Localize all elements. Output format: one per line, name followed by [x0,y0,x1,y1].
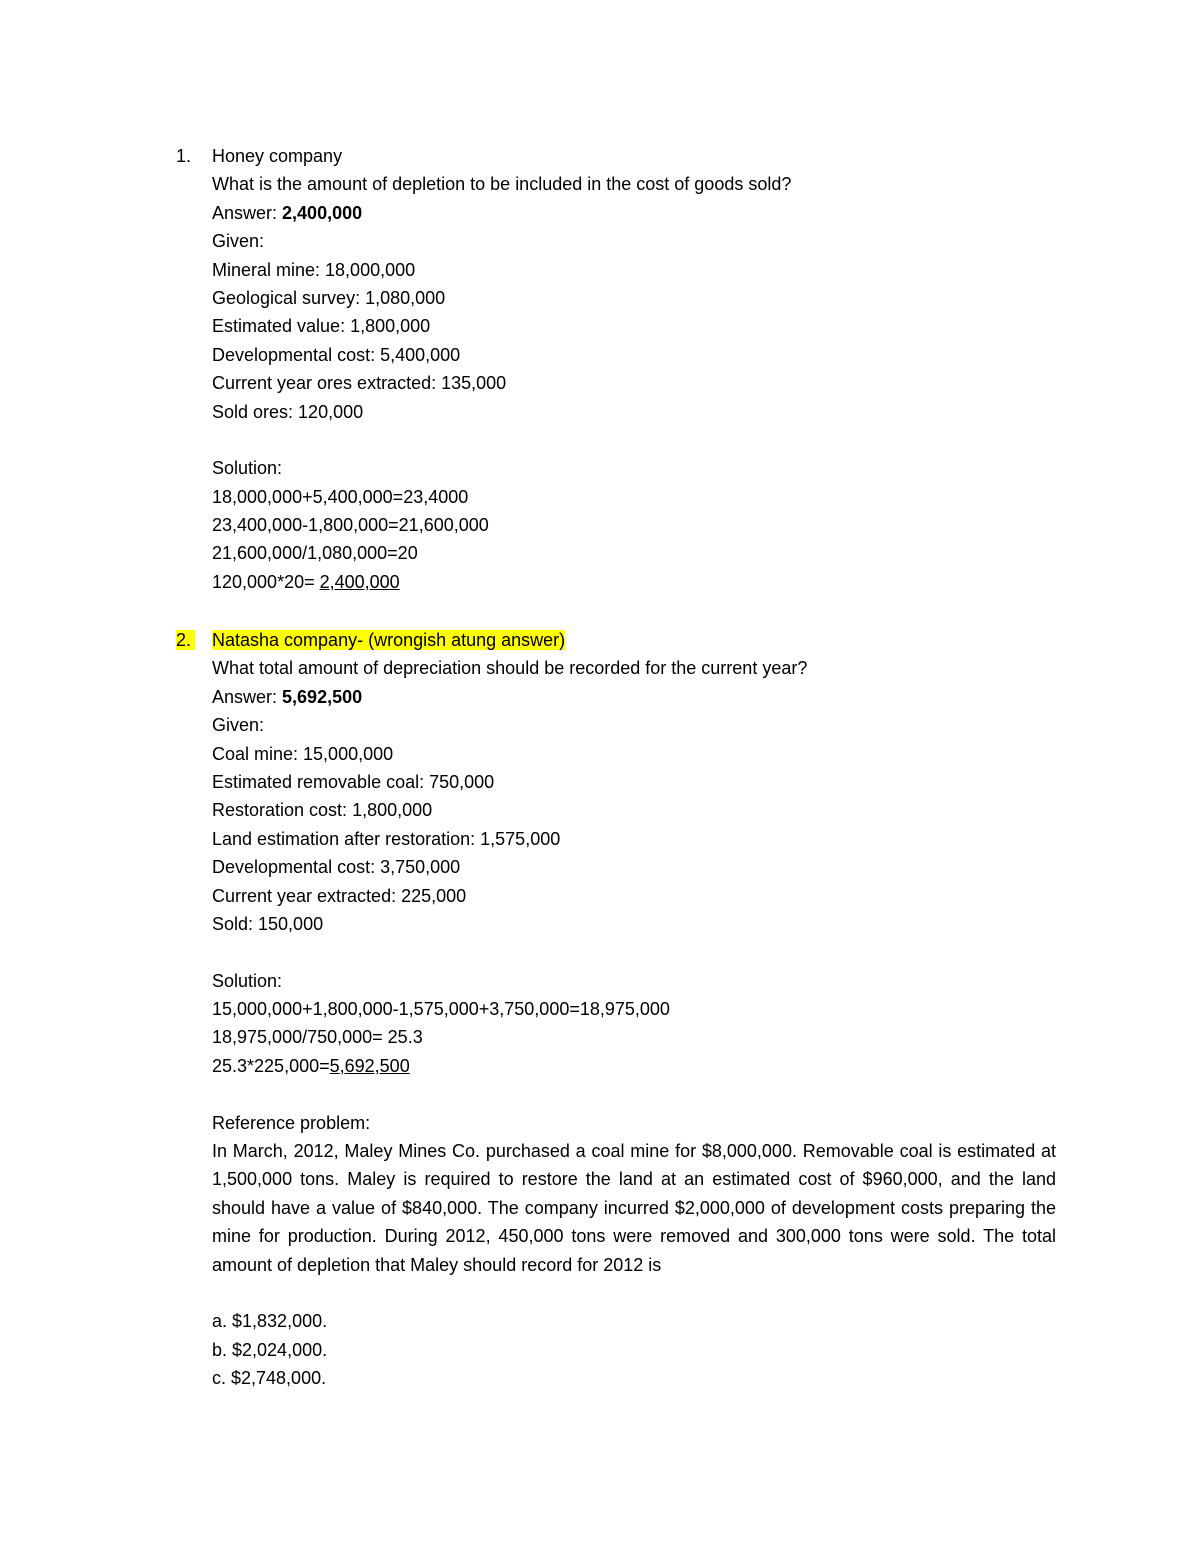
question-1 [176,142,1066,596]
question-1-number: 1. [176,146,192,166]
given-item: Estimated value: 1,800,000 [212,316,431,337]
choice-a: a. $1,832,000. [212,1311,328,1332]
given-item: Current year ores extracted: 135,000 [212,373,507,394]
answer-choices [212,1307,1066,1392]
given-label: Given: [212,231,265,252]
final-value: 5,692,500 [329,1055,410,1076]
question-2-number [176,626,195,654]
given-item: Land estimation after restoration: 1,575,000 [212,828,561,849]
reference-problem-text: In March, 2012, Maley Mines Co. purchased a coal mine for $8,000,000. Removable coal is estimated at 1,500,000 tons. Maley is required to restore the land at an estimated cost of $960,000, and the land should have a value of $840,000. The company incurred $2,000,000 of development costs preparing the mine for production. During 2012, 450,000 tons were removed and 300,000 tons were sold. The total amount of depletion that Maley should record for 2012 is [212,1141,1056,1275]
choice-b: b. $2,024,000. [212,1339,328,1360]
solution-step: 15,000,000+1,800,000-1,575,000+3,750,000=18,975,000 [212,999,670,1020]
final-prefix: 120,000*20= [212,571,320,592]
spacer [212,426,1066,454]
question-2-answer [212,683,1066,711]
given-item: Geological survey: 1,080,000 [212,287,446,308]
spacer [212,938,1066,966]
reference-label: Reference problem: [212,1112,371,1133]
spacer [212,1080,1066,1108]
solution-step: 23,400,000-1,800,000=21,600,000 [212,515,489,536]
highlighted-title: Natasha company- (wrongish atung answer) [212,630,566,650]
question-1-body [212,142,1066,596]
question-1-title: Honey company [212,146,343,166]
question-2 [176,626,1066,1393]
solution-label: Solution: [212,458,283,479]
solution-step: 18,975,000/750,000= 25.3 [212,1027,423,1048]
given-item: Sold: 150,000 [212,913,324,934]
solution-step: 18,000,000+5,400,000=23,4000 [212,486,469,507]
answer-label: Answer: [212,686,283,707]
given-item: Current year extracted: 225,000 [212,885,467,906]
given-item: Estimated removable coal: 750,000 [212,771,495,792]
answer-value: 2,400,000 [282,202,363,223]
given-item: Developmental cost: 3,750,000 [212,857,461,878]
given-item: Sold ores: 120,000 [212,401,364,422]
final-value: 2,400,000 [319,571,400,592]
final-prefix: 25.3*225,000= [212,1055,330,1076]
question-1-text: What is the amount of depletion to be included in the cost of goods sold? [212,174,792,195]
highlighted-number: 2. [176,630,195,650]
answer-value: 5,692,500 [282,686,363,707]
spacer [212,1279,1066,1307]
solution-final [212,568,1066,596]
given-label: Given: [212,715,265,736]
question-2-text: What total amount of depreciation should be recorded for the current year? [212,658,808,679]
given-item: Restoration cost: 1,800,000 [212,800,433,821]
choice-c: c. $2,748,000. [212,1368,327,1389]
answer-label: Answer: [212,202,283,223]
given-item: Coal mine: 15,000,000 [212,743,394,764]
given-item: Mineral mine: 18,000,000 [212,259,416,280]
given-item: Developmental cost: 5,400,000 [212,344,461,365]
question-1-answer [212,199,1066,227]
solution-step: 21,600,000/1,080,000=20 [212,543,418,564]
question-2-title [212,626,1066,654]
solution-final [212,1052,1066,1080]
solution-label: Solution: [212,970,283,991]
question-2-body [212,626,1066,1393]
